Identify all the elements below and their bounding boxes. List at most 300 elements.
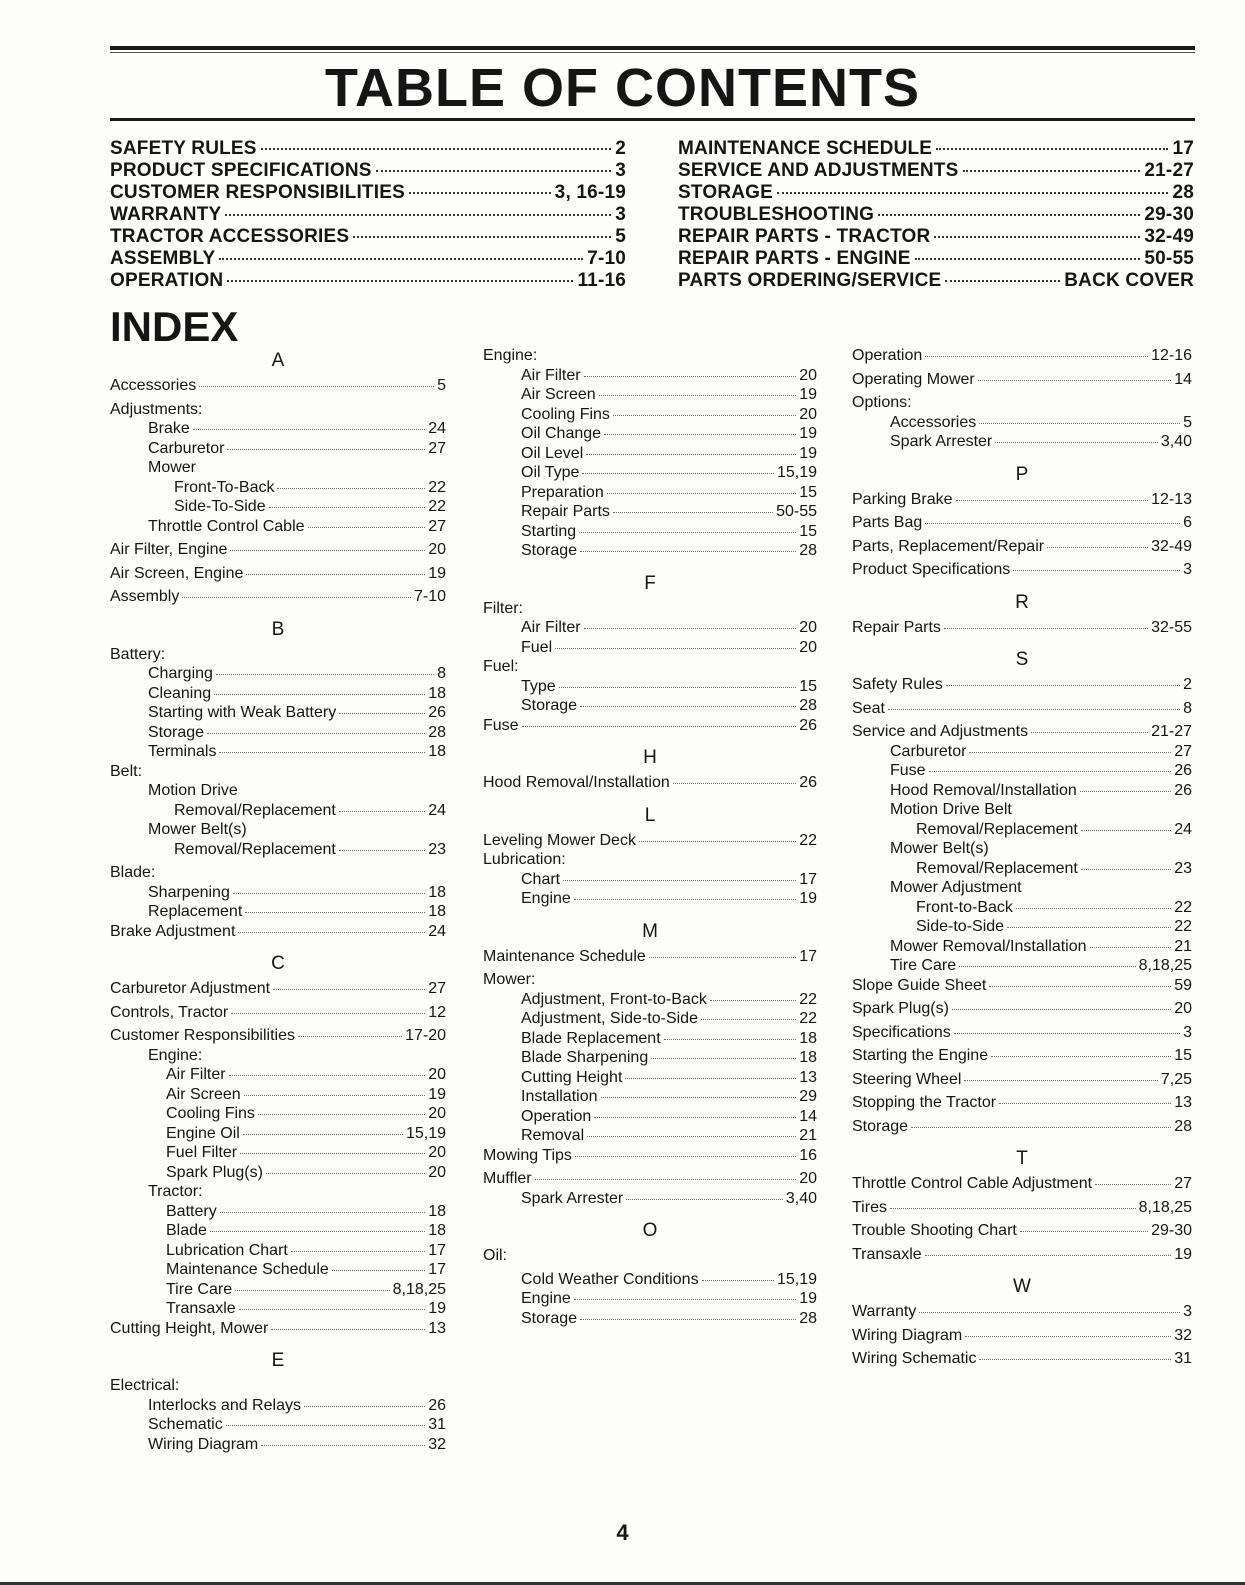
index-entry [483, 1189, 817, 1209]
index-entry [483, 947, 817, 967]
index-entry-page: 19 [799, 386, 817, 403]
index-entry [852, 413, 1192, 433]
index-entry-page: 17 [428, 1241, 446, 1259]
index-entry-label: Filter: [483, 599, 523, 617]
index-entry-page: 22 [1174, 898, 1192, 916]
dot-leader [219, 752, 425, 753]
index-entry-page: 14 [799, 1107, 817, 1125]
dot-leader [1081, 830, 1171, 831]
index-entry-page: 15,19 [405, 1124, 446, 1142]
index-entry [483, 618, 817, 638]
index-entry [110, 1104, 446, 1124]
index-entry-label: Mower Belt(s) [148, 821, 247, 838]
dot-leader [613, 415, 796, 416]
index-entry-label: Seat [852, 699, 885, 717]
index-entry [852, 1046, 1192, 1066]
index-entry-label: Spark Arrester [521, 1189, 624, 1207]
index-entry-label: Chart [521, 870, 561, 888]
index-entry-label: Spark Plug(s) [852, 1000, 949, 1017]
dot-leader [199, 386, 434, 387]
dot-leader [586, 454, 796, 455]
index-entry [483, 1087, 817, 1107]
dot-leader [956, 500, 1149, 501]
index-entry-label: Blade: [110, 864, 156, 881]
index-entry [852, 1023, 1192, 1043]
dot-leader [888, 709, 1180, 710]
index-entry [483, 1126, 817, 1146]
toc-right-column [678, 138, 1194, 292]
title-underline [110, 118, 1195, 121]
index-entry-label: Throttle Control Cable Adjustment [852, 1175, 1093, 1192]
index-entry-label: Hood Removal/Installation [483, 774, 670, 791]
index-entry-page: 3,40 [785, 1189, 817, 1207]
toc-entry [110, 204, 626, 226]
index-entry [483, 541, 817, 561]
index-entry [483, 346, 817, 366]
index-entry-page: 20 [428, 1163, 446, 1181]
toc-entry-label: TRACTOR ACCESSORIES [110, 226, 350, 247]
dot-leader [239, 1309, 426, 1310]
dot-leader [226, 1425, 426, 1426]
index-entry-page: 8 [437, 665, 446, 682]
index-entry [852, 859, 1192, 879]
index-entry-label: Specifications [852, 1023, 951, 1041]
index-entry [110, 376, 446, 396]
dot-leader [559, 687, 797, 688]
index-entry-label: Lubrication Chart [166, 1241, 288, 1259]
dot-leader [1013, 570, 1180, 571]
page-title: TABLE OF CONTENTS [325, 58, 920, 118]
index-entry-page: 23 [1174, 859, 1192, 877]
index-entry-label: Oil Type [521, 464, 580, 481]
index-entry [483, 831, 817, 851]
index-entry-page: 27 [428, 439, 446, 457]
index-entry-page: 22 [799, 831, 817, 849]
index-entry [110, 587, 446, 607]
index-entry-label: Fuse [483, 716, 519, 734]
index-entry-label: Cooling Fins [166, 1105, 255, 1122]
index-entry-page: 7-10 [413, 588, 446, 605]
index-column-2 [483, 346, 817, 1328]
index-entry-page: 19 [428, 1300, 446, 1317]
index-entry [110, 1046, 446, 1066]
index-entry [110, 1241, 446, 1261]
index-entry-label: Charging [148, 665, 213, 682]
index-entry-label: Fuse [890, 762, 926, 779]
index-entry-label: Controls, Tractor [110, 1003, 229, 1021]
index-entry-label: Blade Sharpening [521, 1049, 649, 1066]
index-entry [852, 699, 1192, 719]
index-entry-label: Side-To-Side [174, 498, 266, 515]
index-entry-page: 8,18,25 [392, 1280, 446, 1298]
index-entry [852, 346, 1192, 366]
index-entry-page: 19 [428, 1085, 446, 1103]
dot-leader [639, 841, 796, 842]
dot-leader [580, 551, 796, 552]
dot-leader [989, 986, 1171, 987]
index-entry-page: 13 [799, 1068, 817, 1086]
index-entry-label: Cleaning [148, 684, 212, 702]
dot-leader [240, 1153, 425, 1154]
index-entry [483, 716, 817, 736]
toc-entry-page: 17 [1172, 138, 1194, 159]
index-entry-page: 21 [1174, 937, 1192, 955]
toc-entry-page: BACK COVER [1064, 270, 1194, 291]
index-entry-page: 8,18,25 [1138, 1198, 1192, 1216]
dot-leader [1090, 947, 1172, 948]
index-entry [110, 723, 446, 743]
dot-leader [245, 912, 425, 913]
index-entry-label: Installation [521, 1088, 598, 1105]
toc-entry-label: ASSEMBLY [110, 248, 216, 269]
dot-leader [563, 880, 796, 881]
toc-entry-page: 3, 16-19 [554, 182, 626, 203]
toc-entry [678, 138, 1194, 160]
index-entry-label: Front-To-Back [174, 478, 275, 496]
dot-leader [963, 170, 1141, 172]
index-entry-label: Air Filter [521, 366, 581, 384]
index-entry [852, 1070, 1192, 1090]
index-entry-page: 17 [428, 1261, 446, 1278]
index-entry-page: 5 [1183, 413, 1192, 431]
toc-entry [110, 248, 626, 270]
index-entry [483, 657, 817, 677]
index-entry [483, 483, 817, 503]
dot-leader [261, 148, 612, 150]
dot-leader [220, 1212, 426, 1213]
dot-leader [925, 356, 1148, 357]
index-entry [110, 1182, 446, 1202]
index-entry-label: Spark Plug(s) [166, 1163, 263, 1181]
dot-leader [304, 1406, 425, 1407]
index-entry-page: 27 [428, 980, 446, 997]
dot-leader [599, 395, 797, 396]
index-entry [483, 1029, 817, 1049]
index-entry [483, 1146, 817, 1166]
index-entry-page: 2 [1183, 676, 1192, 693]
dot-leader [339, 811, 425, 812]
index-entry-label: Transaxle [852, 1245, 922, 1263]
dot-leader [230, 550, 425, 551]
index-entry-label: Mowing Tips [483, 1146, 572, 1164]
index-entry-page: 14 [1174, 370, 1192, 388]
index-entry [852, 1245, 1192, 1265]
index-entry-page: 15,19 [776, 464, 817, 481]
dot-leader [604, 434, 796, 435]
index-entry-label: Lubrication: [483, 851, 566, 868]
index-entry [110, 645, 446, 665]
index-entry-page: 20 [799, 638, 817, 656]
dot-leader [574, 899, 796, 900]
index-entry-label: Tires [852, 1198, 887, 1216]
index-entry [483, 1048, 817, 1068]
index-entry [110, 781, 446, 801]
dot-leader [238, 932, 425, 933]
dot-leader [664, 1039, 797, 1040]
dot-leader [995, 442, 1158, 443]
index-entry-page: 24 [428, 420, 446, 437]
dot-leader [952, 1009, 1171, 1010]
index-column-1 [110, 346, 446, 1454]
index-entry-page: 19 [799, 444, 817, 462]
index-entry [110, 439, 446, 459]
index-entry-label: Air Screen, Engine [110, 564, 244, 582]
index-entry [852, 1117, 1192, 1137]
index-entry-page: 31 [1174, 1350, 1192, 1367]
index-entry [110, 1319, 446, 1339]
toc-entry-page: 11-16 [577, 270, 626, 291]
toc-entry-page: 2 [615, 138, 626, 159]
dot-leader [269, 507, 426, 508]
toc-entry-label: REPAIR PARTS - ENGINE [678, 248, 911, 269]
dot-leader [579, 532, 796, 533]
index-entry-page: 21-27 [1151, 723, 1192, 740]
dot-leader [261, 1445, 425, 1446]
index-letter-heading: H [643, 747, 657, 768]
index-entry-label: Schematic [148, 1416, 223, 1433]
index-entry-label: Maintenance Schedule [483, 947, 646, 965]
index-entry [852, 537, 1192, 557]
dot-leader [277, 488, 425, 489]
index-entry [483, 1169, 817, 1189]
dot-leader [580, 706, 796, 707]
index-entry-page: 19 [799, 890, 817, 907]
index-entry [483, 638, 817, 658]
index-entry [110, 1003, 446, 1023]
dot-leader [890, 1208, 1136, 1209]
index-entry-label: Slope Guide Sheet [852, 976, 987, 994]
toc-entry-page: 7-10 [587, 248, 626, 269]
index-entry-label: Fuel [521, 638, 553, 656]
index-entry [110, 1396, 446, 1416]
index-entry-page: 26 [799, 716, 817, 734]
toc-entry-label: OPERATION [110, 270, 224, 291]
index-entry [483, 773, 817, 793]
index-entry-label: Type [521, 677, 556, 695]
toc-entry-label: SAFETY RULES [110, 138, 257, 159]
index-entry [852, 513, 1192, 533]
dot-leader [1081, 869, 1171, 870]
index-entry [483, 405, 817, 425]
dot-leader [291, 1251, 425, 1252]
index-entry-page: 3 [1183, 1023, 1192, 1041]
index-entry [483, 463, 817, 483]
index-entry-page: 26 [1174, 762, 1192, 779]
index-entry-label: Carburetor [890, 742, 967, 760]
dot-leader [702, 1280, 774, 1281]
index-entry [110, 517, 446, 537]
index-entry-label: Adjustment, Side-to-Side [521, 1010, 698, 1027]
index-entry-label: Brake Adjustment [110, 922, 236, 940]
dot-leader [216, 674, 434, 675]
index-column-3 [852, 346, 1192, 1369]
index-entry [110, 564, 446, 584]
index-entry-page: 16 [799, 1146, 817, 1164]
index-entry [110, 883, 446, 903]
toc-entry [110, 226, 626, 248]
index-entry-page: 32-55 [1151, 618, 1192, 636]
index-entry-page: 26 [428, 1396, 446, 1414]
dot-leader [231, 1013, 425, 1014]
index-entry [483, 1289, 817, 1309]
index-entry-page: 19 [799, 425, 817, 442]
index-entry-label: Starting [521, 522, 577, 540]
index-entry-page: 22 [799, 1010, 817, 1027]
dot-leader [207, 733, 425, 734]
index-entry [110, 497, 446, 517]
dot-leader [409, 192, 551, 194]
index-entry-page: 23 [428, 840, 446, 858]
index-entry [110, 1026, 446, 1046]
dot-leader [210, 1231, 425, 1232]
dot-leader [246, 574, 425, 575]
index-entry-label: Battery: [110, 645, 166, 663]
dot-leader [911, 1127, 1171, 1128]
dot-leader [607, 493, 796, 494]
index-entry-label: Sharpening [148, 883, 230, 901]
toc-entry-label: PRODUCT SPECIFICATIONS [110, 160, 372, 181]
index-entry [483, 366, 817, 386]
index-entry [110, 820, 446, 840]
index-entry-label: Maintenance Schedule [166, 1261, 329, 1278]
toc-entry [678, 248, 1194, 270]
dot-leader [219, 258, 583, 260]
index-entry [852, 761, 1192, 781]
dot-leader [919, 1312, 1180, 1313]
dot-leader [965, 1336, 1171, 1337]
index-entry-label: Tire Care [890, 957, 957, 974]
index-entry [852, 675, 1192, 695]
dot-leader [271, 1329, 425, 1330]
index-entry [852, 898, 1192, 918]
toc-entry [678, 226, 1194, 248]
index-entry-label: Air Filter [166, 1066, 226, 1083]
index-entry-page: 15 [1174, 1047, 1192, 1064]
index-entry [852, 917, 1192, 937]
index-entry [852, 560, 1192, 580]
index-entry-page: 29 [799, 1088, 817, 1105]
index-entry [483, 870, 817, 890]
index-entry-page: 21 [799, 1127, 817, 1144]
index-entry-label: Starting with Weak Battery [148, 704, 337, 721]
index-entry-page: 3 [1183, 561, 1192, 578]
index-entry-label: Blade Replacement [521, 1029, 661, 1047]
dot-leader [613, 512, 773, 513]
index-entry-label: Starting the Engine [852, 1047, 989, 1064]
index-entry-label: Wiring Diagram [148, 1435, 259, 1453]
dot-leader [601, 1097, 797, 1098]
index-entry-label: Storage [521, 542, 578, 559]
index-entry-page: 15,19 [776, 1270, 817, 1288]
index-letter-heading: S [1015, 649, 1029, 670]
index-entry-label: Operation [852, 347, 923, 364]
index-entry-page: 28 [799, 697, 817, 714]
index-entry [110, 1376, 446, 1396]
top-rule [110, 46, 1195, 50]
dot-leader [555, 648, 796, 649]
dot-leader [594, 1117, 796, 1118]
dot-leader [298, 1036, 402, 1037]
toc-entry-page: 3 [615, 160, 626, 181]
dot-leader [243, 1134, 403, 1135]
index-entry-label: Mower Removal/Installation [890, 937, 1087, 955]
index-entry-page: 7,25 [1160, 1070, 1192, 1088]
index-entry-page: 20 [1174, 1000, 1192, 1017]
dot-leader [934, 236, 1140, 238]
toc-entry [110, 270, 626, 292]
dot-leader [777, 192, 1168, 194]
index-entry-label: Storage [148, 723, 205, 741]
index-entry [852, 1326, 1192, 1346]
toc-entry-label: PARTS ORDERING/SERVICE [678, 270, 942, 291]
index-letter-heading: A [271, 350, 285, 371]
index-entry-label: Engine [521, 890, 571, 907]
dot-leader [979, 423, 1180, 424]
index-entry-page: 5 [437, 377, 446, 394]
index-entry [110, 1221, 446, 1241]
dot-leader [1095, 1184, 1171, 1185]
index-entry [483, 502, 817, 522]
index-entry-page: 24 [1174, 820, 1192, 838]
index-entry [483, 1107, 817, 1127]
index-entry-label: Removal/Replacement [916, 820, 1078, 838]
index-title: INDEX [110, 303, 239, 350]
index-entry [852, 800, 1192, 820]
index-entry-label: Warranty [852, 1303, 917, 1320]
index-entry-page: 26 [428, 704, 446, 721]
toc-entry-label: REPAIR PARTS - TRACTOR [678, 226, 931, 247]
toc-entry [678, 270, 1194, 292]
dot-leader [991, 1056, 1171, 1057]
index-letter-heading: M [642, 920, 658, 942]
index-entry [852, 1174, 1192, 1194]
index-entry-page: 20 [428, 1105, 446, 1122]
index-entry [110, 1143, 446, 1163]
index-entry [483, 696, 817, 716]
index-entry-label: Engine: [483, 347, 538, 364]
index-entry-label: Hood Removal/Installation [890, 781, 1077, 799]
dot-leader [626, 1199, 783, 1200]
dot-leader [945, 280, 1060, 282]
index-entry-page: 15 [799, 522, 817, 540]
index-entry [483, 677, 817, 697]
index-entry-page: 29-30 [1151, 1222, 1192, 1239]
index-entry-page: 15 [799, 677, 817, 695]
toc-entry-label: STORAGE [678, 182, 774, 203]
index-entry [110, 1163, 446, 1183]
index-entry-page: 24 [428, 801, 446, 819]
index-entry [852, 999, 1192, 1019]
index-entry [483, 424, 817, 444]
index-entry [110, 400, 446, 420]
index-entry [110, 1260, 446, 1280]
dot-leader [353, 236, 611, 238]
dot-leader [227, 449, 425, 450]
toc-entry [678, 160, 1194, 182]
index-entry [110, 742, 446, 762]
index-entry-label: Options: [852, 394, 912, 411]
index-entry [110, 1435, 446, 1455]
index-entry [110, 902, 446, 922]
index-entry-label: Transaxle [166, 1300, 236, 1317]
toc-entry [110, 160, 626, 182]
index-letter-heading: W [1013, 1276, 1031, 1297]
toc-entry-label: WARRANTY [110, 204, 222, 225]
index-entry [110, 1065, 446, 1085]
index-entry [852, 956, 1192, 976]
index-entry-label: Parking Brake [852, 490, 953, 508]
index-entry [483, 385, 817, 405]
